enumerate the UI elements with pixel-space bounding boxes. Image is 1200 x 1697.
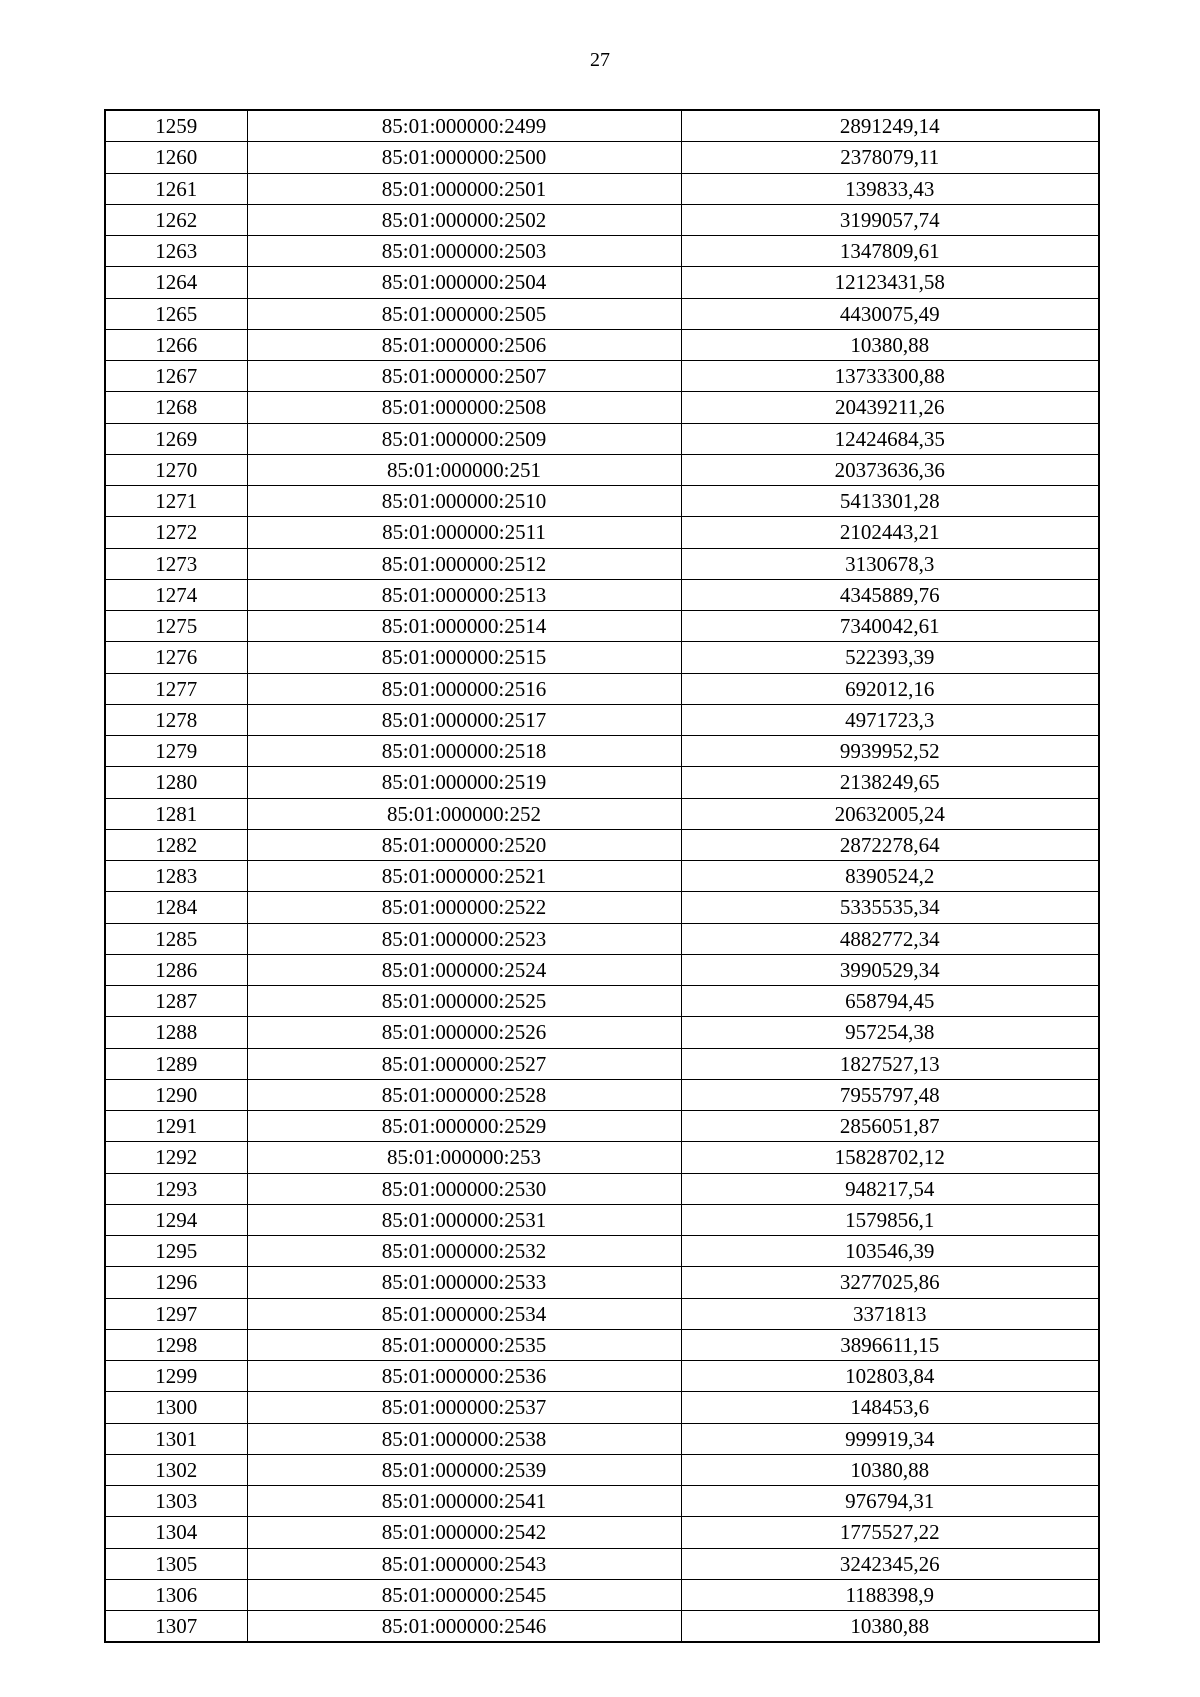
row-number-cell: 1298 xyxy=(105,1329,247,1360)
table-row xyxy=(105,298,1099,329)
table-row xyxy=(105,517,1099,548)
row-number-cell: 1305 xyxy=(105,1548,247,1579)
table-row xyxy=(105,1298,1099,1329)
row-number-cell: 1260 xyxy=(105,142,247,173)
cadastral-number-cell: 85:01:000000:2522 xyxy=(247,892,681,923)
cadastral-value-cell: 948217,54 xyxy=(681,1173,1099,1204)
cadastral-number-cell: 85:01:000000:2510 xyxy=(247,486,681,517)
row-number-cell: 1274 xyxy=(105,579,247,610)
cadastral-value-cell: 2856051,87 xyxy=(681,1111,1099,1142)
row-number-cell: 1286 xyxy=(105,954,247,985)
table-row xyxy=(105,1517,1099,1548)
cadastral-number-cell: 85:01:000000:2513 xyxy=(247,579,681,610)
cadastral-value-cell: 7955797,48 xyxy=(681,1079,1099,1110)
row-number-cell: 1281 xyxy=(105,798,247,829)
table-row xyxy=(105,329,1099,360)
cadastral-number-cell: 85:01:000000:2521 xyxy=(247,861,681,892)
table-row xyxy=(105,1579,1099,1610)
cadastral-value-cell: 1775527,22 xyxy=(681,1517,1099,1548)
row-number-cell: 1306 xyxy=(105,1579,247,1610)
cadastral-value-cell: 139833,43 xyxy=(681,173,1099,204)
cadastral-number-cell: 85:01:000000:2530 xyxy=(247,1173,681,1204)
table-row xyxy=(105,1267,1099,1298)
table-row xyxy=(105,486,1099,517)
row-number-cell: 1285 xyxy=(105,923,247,954)
cadastral-number-cell: 85:01:000000:2546 xyxy=(247,1611,681,1643)
row-number-cell: 1293 xyxy=(105,1173,247,1204)
cadastral-value-cell: 3242345,26 xyxy=(681,1548,1099,1579)
cadastral-number-cell: 85:01:000000:2514 xyxy=(247,611,681,642)
cadastral-number-cell: 85:01:000000:2504 xyxy=(247,267,681,298)
row-number-cell: 1294 xyxy=(105,1204,247,1235)
table-row xyxy=(105,861,1099,892)
row-number-cell: 1265 xyxy=(105,298,247,329)
table-row xyxy=(105,267,1099,298)
cadastral-number-cell: 85:01:000000:2535 xyxy=(247,1329,681,1360)
row-number-cell: 1290 xyxy=(105,1079,247,1110)
table-row xyxy=(105,1079,1099,1110)
row-number-cell: 1276 xyxy=(105,642,247,673)
row-number-cell: 1275 xyxy=(105,611,247,642)
table-row xyxy=(105,1017,1099,1048)
cadastral-number-cell: 85:01:000000:2536 xyxy=(247,1361,681,1392)
cadastral-number-cell: 85:01:000000:2508 xyxy=(247,392,681,423)
table-row xyxy=(105,986,1099,1017)
table-row xyxy=(105,423,1099,454)
table-row xyxy=(105,1361,1099,1392)
table-row xyxy=(105,954,1099,985)
table-row xyxy=(105,1486,1099,1517)
cadastral-value-cell: 3896611,15 xyxy=(681,1329,1099,1360)
table-row xyxy=(105,1454,1099,1485)
row-number-cell: 1267 xyxy=(105,361,247,392)
page-number: 27 xyxy=(590,49,610,71)
cadastral-value-cell: 2138249,65 xyxy=(681,767,1099,798)
table-row xyxy=(105,392,1099,423)
cadastral-value-cell: 12123431,58 xyxy=(681,267,1099,298)
cadastral-number-cell: 85:01:000000:2545 xyxy=(247,1579,681,1610)
cadastral-number-cell: 85:01:000000:2538 xyxy=(247,1423,681,1454)
row-number-cell: 1271 xyxy=(105,486,247,517)
cadastral-value-cell: 4882772,34 xyxy=(681,923,1099,954)
cadastral-number-cell: 85:01:000000:2517 xyxy=(247,704,681,735)
cadastral-number-cell: 85:01:000000:2505 xyxy=(247,298,681,329)
cadastral-number-cell: 85:01:000000:251 xyxy=(247,454,681,485)
cadastral-value-cell: 10380,88 xyxy=(681,1611,1099,1643)
cadastral-value-cell: 4345889,76 xyxy=(681,579,1099,610)
cadastral-number-cell: 85:01:000000:2541 xyxy=(247,1486,681,1517)
row-number-cell: 1307 xyxy=(105,1611,247,1643)
cadastral-value-cell: 1347809,61 xyxy=(681,236,1099,267)
row-number-cell: 1263 xyxy=(105,236,247,267)
cadastral-value-cell: 10380,88 xyxy=(681,329,1099,360)
cadastral-number-cell: 85:01:000000:2520 xyxy=(247,829,681,860)
row-number-cell: 1270 xyxy=(105,454,247,485)
cadastral-value-cell: 1579856,1 xyxy=(681,1204,1099,1235)
cadastral-number-cell: 85:01:000000:2499 xyxy=(247,110,681,142)
cadastral-value-cell: 3371813 xyxy=(681,1298,1099,1329)
cadastral-number-cell: 85:01:000000:2524 xyxy=(247,954,681,985)
cadastral-value-cell: 8390524,2 xyxy=(681,861,1099,892)
cadastral-value-cell: 3277025,86 xyxy=(681,1267,1099,1298)
row-number-cell: 1287 xyxy=(105,986,247,1017)
table-row xyxy=(105,236,1099,267)
cadastral-number-cell: 85:01:000000:2534 xyxy=(247,1298,681,1329)
cadastral-number-cell: 85:01:000000:2523 xyxy=(247,923,681,954)
row-number-cell: 1282 xyxy=(105,829,247,860)
cadastral-value-cell: 4430075,49 xyxy=(681,298,1099,329)
cadastral-value-cell: 3199057,74 xyxy=(681,204,1099,235)
cadastral-value-cell: 3130678,3 xyxy=(681,548,1099,579)
cadastral-value-cell: 15828702,12 xyxy=(681,1142,1099,1173)
cadastral-number-cell: 85:01:000000:253 xyxy=(247,1142,681,1173)
cadastral-number-cell: 85:01:000000:2512 xyxy=(247,548,681,579)
cadastral-value-cell: 5335535,34 xyxy=(681,892,1099,923)
table-row xyxy=(105,892,1099,923)
table-row xyxy=(105,642,1099,673)
row-number-cell: 1264 xyxy=(105,267,247,298)
cadastral-value-cell: 102803,84 xyxy=(681,1361,1099,1392)
row-number-cell: 1304 xyxy=(105,1517,247,1548)
cadastral-value-cell: 957254,38 xyxy=(681,1017,1099,1048)
cadastral-value-cell: 1827527,13 xyxy=(681,1048,1099,1079)
cadastral-value-cell: 148453,6 xyxy=(681,1392,1099,1423)
cadastral-value-cell: 976794,31 xyxy=(681,1486,1099,1517)
table-row xyxy=(105,767,1099,798)
row-number-cell: 1273 xyxy=(105,548,247,579)
cadastral-number-cell: 85:01:000000:2518 xyxy=(247,736,681,767)
row-number-cell: 1259 xyxy=(105,110,247,142)
cadastral-number-cell: 85:01:000000:2525 xyxy=(247,986,681,1017)
row-number-cell: 1277 xyxy=(105,673,247,704)
table-row xyxy=(105,673,1099,704)
cadastral-number-cell: 85:01:000000:252 xyxy=(247,798,681,829)
row-number-cell: 1300 xyxy=(105,1392,247,1423)
table-row xyxy=(105,1611,1099,1643)
table-row xyxy=(105,923,1099,954)
cadastral-value-cell: 692012,16 xyxy=(681,673,1099,704)
cadastral-value-cell: 103546,39 xyxy=(681,1236,1099,1267)
table-row xyxy=(105,548,1099,579)
cadastral-number-cell: 85:01:000000:2526 xyxy=(247,1017,681,1048)
table-row xyxy=(105,361,1099,392)
table-row xyxy=(105,1142,1099,1173)
row-number-cell: 1302 xyxy=(105,1454,247,1485)
table-row xyxy=(105,611,1099,642)
row-number-cell: 1303 xyxy=(105,1486,247,1517)
row-number-cell: 1269 xyxy=(105,423,247,454)
table-row xyxy=(105,454,1099,485)
row-number-cell: 1288 xyxy=(105,1017,247,1048)
table-row xyxy=(105,1048,1099,1079)
row-number-cell: 1279 xyxy=(105,736,247,767)
table-row xyxy=(105,1329,1099,1360)
row-number-cell: 1272 xyxy=(105,517,247,548)
cadastral-value-cell: 999919,34 xyxy=(681,1423,1099,1454)
cadastral-value-table xyxy=(104,109,1100,1643)
cadastral-value-cell: 5413301,28 xyxy=(681,486,1099,517)
row-number-cell: 1289 xyxy=(105,1048,247,1079)
cadastral-value-cell: 658794,45 xyxy=(681,986,1099,1017)
row-number-cell: 1297 xyxy=(105,1298,247,1329)
table-body xyxy=(105,110,1099,1642)
row-number-cell: 1280 xyxy=(105,767,247,798)
cadastral-value-cell: 4971723,3 xyxy=(681,704,1099,735)
cadastral-number-cell: 85:01:000000:2515 xyxy=(247,642,681,673)
table-row xyxy=(105,1423,1099,1454)
table-row xyxy=(105,110,1099,142)
cadastral-number-cell: 85:01:000000:2506 xyxy=(247,329,681,360)
table-row xyxy=(105,579,1099,610)
cadastral-value-cell: 10380,88 xyxy=(681,1454,1099,1485)
cadastral-number-cell: 85:01:000000:2503 xyxy=(247,236,681,267)
table-row xyxy=(105,1236,1099,1267)
cadastral-number-cell: 85:01:000000:2501 xyxy=(247,173,681,204)
cadastral-value-cell: 2891249,14 xyxy=(681,110,1099,142)
table-row xyxy=(105,1173,1099,1204)
cadastral-number-cell: 85:01:000000:2542 xyxy=(247,1517,681,1548)
row-number-cell: 1292 xyxy=(105,1142,247,1173)
row-number-cell: 1284 xyxy=(105,892,247,923)
cadastral-value-cell: 20373636,36 xyxy=(681,454,1099,485)
cadastral-value-cell: 2378079,11 xyxy=(681,142,1099,173)
table-row xyxy=(105,1204,1099,1235)
cadastral-number-cell: 85:01:000000:2507 xyxy=(247,361,681,392)
row-number-cell: 1283 xyxy=(105,861,247,892)
table-row xyxy=(105,173,1099,204)
cadastral-number-cell: 85:01:000000:2529 xyxy=(247,1111,681,1142)
row-number-cell: 1301 xyxy=(105,1423,247,1454)
cadastral-value-cell: 7340042,61 xyxy=(681,611,1099,642)
cadastral-value-cell: 522393,39 xyxy=(681,642,1099,673)
cadastral-number-cell: 85:01:000000:2528 xyxy=(247,1079,681,1110)
cadastral-value-cell: 2102443,21 xyxy=(681,517,1099,548)
table-row xyxy=(105,736,1099,767)
row-number-cell: 1266 xyxy=(105,329,247,360)
cadastral-number-cell: 85:01:000000:2519 xyxy=(247,767,681,798)
cadastral-number-cell: 85:01:000000:2516 xyxy=(247,673,681,704)
table-row xyxy=(105,1392,1099,1423)
cadastral-value-cell: 2872278,64 xyxy=(681,829,1099,860)
row-number-cell: 1268 xyxy=(105,392,247,423)
row-number-cell: 1261 xyxy=(105,173,247,204)
row-number-cell: 1295 xyxy=(105,1236,247,1267)
cadastral-number-cell: 85:01:000000:2509 xyxy=(247,423,681,454)
table-row xyxy=(105,798,1099,829)
cadastral-number-cell: 85:01:000000:2533 xyxy=(247,1267,681,1298)
table-row xyxy=(105,829,1099,860)
row-number-cell: 1262 xyxy=(105,204,247,235)
cadastral-value-cell: 13733300,88 xyxy=(681,361,1099,392)
cadastral-number-cell: 85:01:000000:2527 xyxy=(247,1048,681,1079)
table-row xyxy=(105,142,1099,173)
row-number-cell: 1296 xyxy=(105,1267,247,1298)
cadastral-value-cell: 3990529,34 xyxy=(681,954,1099,985)
row-number-cell: 1299 xyxy=(105,1361,247,1392)
cadastral-number-cell: 85:01:000000:2502 xyxy=(247,204,681,235)
cadastral-value-cell: 1188398,9 xyxy=(681,1579,1099,1610)
table-row xyxy=(105,204,1099,235)
cadastral-number-cell: 85:01:000000:2537 xyxy=(247,1392,681,1423)
cadastral-value-cell: 9939952,52 xyxy=(681,736,1099,767)
row-number-cell: 1291 xyxy=(105,1111,247,1142)
cadastral-value-cell: 20632005,24 xyxy=(681,798,1099,829)
cadastral-number-cell: 85:01:000000:2500 xyxy=(247,142,681,173)
cadastral-number-cell: 85:01:000000:2531 xyxy=(247,1204,681,1235)
cadastral-value-cell: 20439211,26 xyxy=(681,392,1099,423)
row-number-cell: 1278 xyxy=(105,704,247,735)
table-row xyxy=(105,704,1099,735)
table-row xyxy=(105,1111,1099,1142)
table-row xyxy=(105,1548,1099,1579)
cadastral-number-cell: 85:01:000000:2532 xyxy=(247,1236,681,1267)
cadastral-number-cell: 85:01:000000:2511 xyxy=(247,517,681,548)
cadastral-number-cell: 85:01:000000:2539 xyxy=(247,1454,681,1485)
cadastral-value-cell: 12424684,35 xyxy=(681,423,1099,454)
cadastral-number-cell: 85:01:000000:2543 xyxy=(247,1548,681,1579)
